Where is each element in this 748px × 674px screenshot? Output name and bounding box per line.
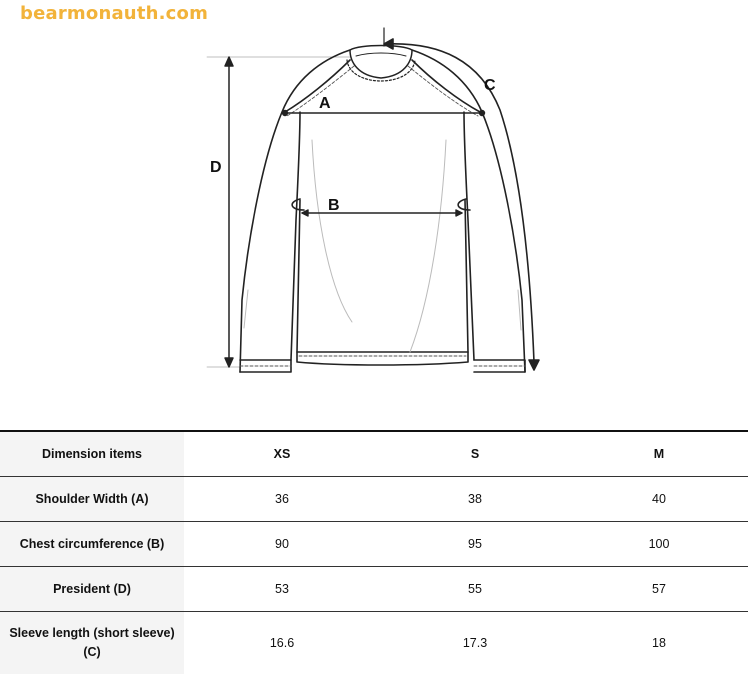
watermark-text: bearmonauth.com xyxy=(20,3,208,24)
table-cell: 16.6 xyxy=(184,612,380,674)
row-label: Chest circumference (B) xyxy=(0,522,184,567)
table-cell: 57 xyxy=(570,567,748,612)
label-a: A xyxy=(319,95,331,112)
table-cell: 53 xyxy=(184,567,380,612)
table-row xyxy=(0,612,748,674)
table-cell: 90 xyxy=(184,522,380,567)
measure-arrow-c xyxy=(384,28,539,370)
row-label: President (D) xyxy=(0,567,184,612)
sweater-outline xyxy=(240,50,525,372)
size-chart-table xyxy=(0,430,748,674)
label-b: B xyxy=(328,197,340,214)
table-cell: 95 xyxy=(380,522,570,567)
measure-arrow-d xyxy=(225,57,233,367)
table-header-cell: S xyxy=(380,431,570,477)
table-cell: 100 xyxy=(570,522,748,567)
table-header-cell: Dimension items xyxy=(0,431,184,477)
table-header-cell: M xyxy=(570,431,748,477)
table-header-row xyxy=(0,431,748,477)
row-label: Shoulder Width (A) xyxy=(0,477,184,522)
table-header-cell: XS xyxy=(184,431,380,477)
table-cell: 18 xyxy=(570,612,748,674)
measure-line-a xyxy=(283,111,485,116)
table-cell: 55 xyxy=(380,567,570,612)
table-cell: 40 xyxy=(570,477,748,522)
collar xyxy=(347,46,415,82)
table-row xyxy=(0,522,748,567)
table-cell: 36 xyxy=(184,477,380,522)
table-cell: 38 xyxy=(380,477,570,522)
label-c: C xyxy=(484,77,496,94)
table-cell: 17.3 xyxy=(380,612,570,674)
row-label: Sleeve length (short sleeve) (C) xyxy=(0,612,184,674)
label-d: D xyxy=(210,159,222,176)
table-row xyxy=(0,567,748,612)
measure-line-b xyxy=(292,199,470,216)
table-row xyxy=(0,477,748,522)
